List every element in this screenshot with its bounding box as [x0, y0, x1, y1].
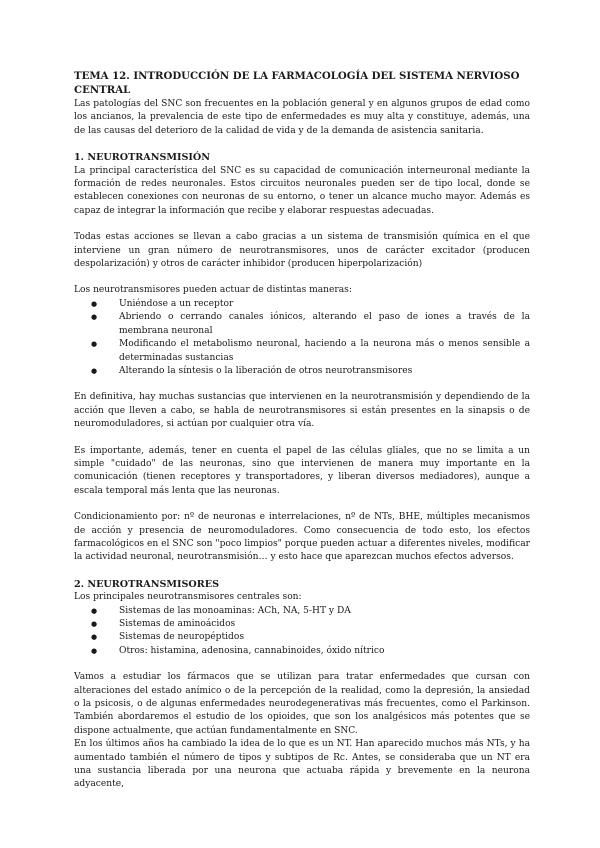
- section-1-paragraph-1: La principal característica del SNC es su capacidad de comunicación interneuronal mediante la formación de redes neuronales. Estos circuitos neuronales pueden ser de tipo local, donde se establecen conexiones con neuronas de su entorno, o tener un alcance mucho mayor. Además es capaz de integrar la información que recibe y elaborar respuestas adecuadas.: [74, 165, 530, 216]
- list-item: ● Uniéndose a un receptor: [74, 298, 530, 311]
- page-title: TEMA 12. INTRODUCCIÓN DE LA FARMACOLOGÍA DEL SISTEMA NERVIOSO CENTRAL: [74, 70, 520, 96]
- list-item: ● Sistemas de las monoaminas: ACh, NA, 5-HT y DA: [74, 605, 530, 618]
- section-1-paragraph-3: Los neurotransmisores pueden actuar de distintas maneras:: [74, 285, 352, 296]
- section-1-heading: 1. NEUROTRANSMISIÓN: [74, 152, 211, 164]
- section-1-paragraph-4: En definitiva, hay muchas sustancias que intervienen en la neurotransmisión y dependiendo de la acción que lleven a cabo, se habla de neurotransmisores si están presentes en la sinapsis o de neuromoduladores, si actúan por cualquier otra vía.: [74, 392, 530, 430]
- intro-paragraph: Las patologías del SNC son frecuentes en la población general y en algunos grupos de edad como los ancianos, la prevalencia de este tipo de enfermedades es muy alta y constituye, además, una de las causas del deterioro de la calidad de vida y de la demanda de asistencia sanitaria.: [74, 99, 530, 136]
- section-1-bullet-list: [74, 298, 530, 378]
- list-item: ● Sistemas de aminoácidos: [74, 618, 530, 631]
- section-1-paragraph-2: Todas estas acciones se llevan a cabo gracias a un sistema de transmisión química en el que interviene un gran número de neurotransmisores, unos de carácter excitador (producen despolarización) y otros de carácter inhibidor (producen hiperpolarización): [74, 232, 530, 270]
- section-1-paragraph-5: Es importante, además, tener en cuenta el papel de las células gliales, que no se limita a un simple "cuidado" de las neuronas, sino que intervienen de manera muy importante en la comunicación (tienen receptores y transportadores, y liberan diversos mediadores), aunque a escala temporal más lenta que las neuronas.: [74, 445, 530, 496]
- list-item: ● Alterando la síntesis o la liberación de otros neurotransmisores: [74, 365, 530, 378]
- list-item: ● Abriendo o cerrando canales iónicos, alterando el paso de iones a través de la membrana neuronal: [74, 311, 530, 338]
- list-item: ● Sistemas de neuropéptidos: [74, 631, 530, 644]
- section-2-paragraph-1: Los principales neurotransmisores centrales son:: [74, 592, 302, 603]
- document-page: [74, 70, 530, 792]
- section-2-bullet-list: [74, 605, 530, 659]
- section-1-paragraph-6: Condicionamiento por: nº de neuronas e interrelaciones, nº de NTs, BHE, múltiples mecanismos de acción y presencia de neuromoduladores. Como consecuencia de todo esto, los efectos farmacológicos en el SNC son "poco limpios" porque pueden actuar a diferentes niveles, modificar la actividad neuronal, neurotransmisión… y esto hace que aparezcan muchos efectos adversos.: [74, 512, 530, 563]
- list-item: ● Modificando el metabolismo neuronal, haciendo a la neurona más o menos sensible a determinadas sustancias: [74, 338, 530, 365]
- section-2-heading: 2. NEUROTRANSMISORES: [74, 578, 219, 590]
- section-2-paragraph-3: En los últimos años ha cambiado la idea de lo que es un NT. Han aparecido muchos más NTs, y ha aumentado también el número de tipos y subtipos de Rc. Antes, se consideraba que un NT era una sustancia liberada por una neurona que actuaba rápida y brevemente en la neurona adyacente,: [74, 739, 530, 790]
- list-item: ● Otros: histamina, adenosina, cannabinoides, óxido nítrico: [74, 645, 530, 658]
- section-2-paragraph-2: Vamos a estudiar los fármacos que se utilizan para tratar enfermedades que cursan con alteraciones del estado anímico o de la percepción de la realidad, como la depresión, la ansiedad o la psicosis, o de algunas enfermedades neurodegenerativas más frecuentes, como el Parkinson. También abordaremos el estudio de los opioides, que son los analgésicos más potentes que se dispone actualmente, que actúan fundamentalmente en SNC.: [74, 672, 530, 736]
